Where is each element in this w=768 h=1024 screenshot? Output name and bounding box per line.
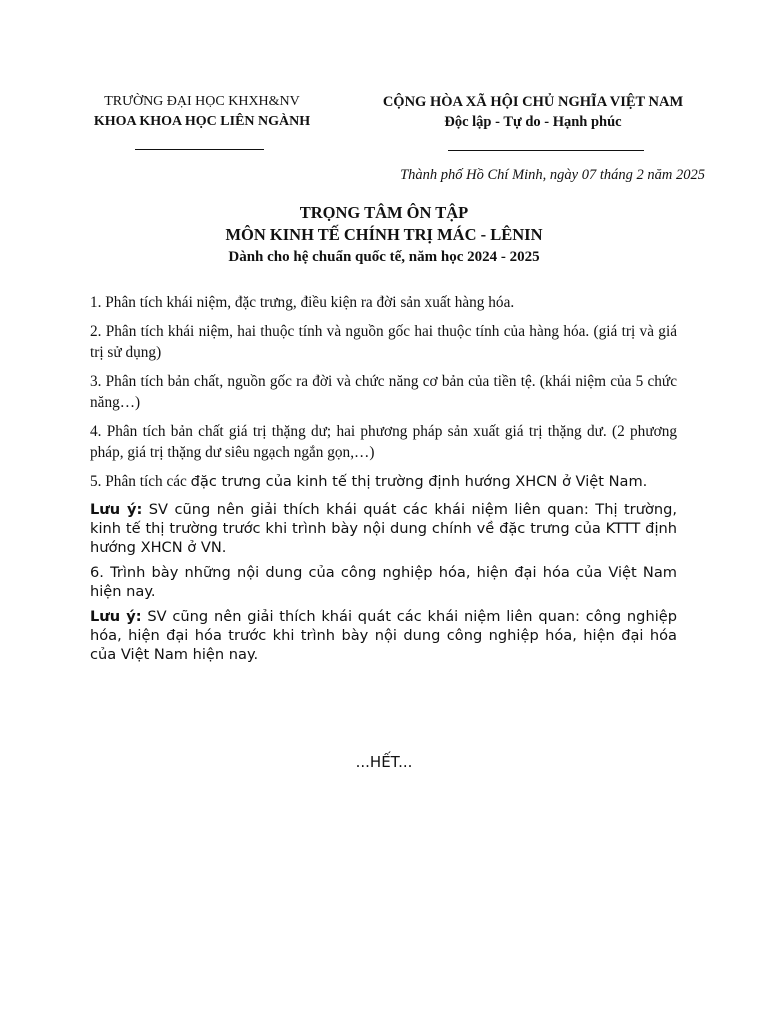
- note-2: [90, 607, 677, 664]
- question-4: 4. Phân tích bản chất giá trị thặng dư; hai phương pháp sản xuất giá trị thặng dư. (2 phương pháp, giá trị thặng dư siêu ngạch ngắn gọn,…): [90, 423, 677, 461]
- question-1: 1. Phân tích khái niệm, đặc trưng, điều kiện ra đời sản xuất hàng hóa.: [90, 294, 515, 311]
- country-name: CỘNG HÒA XÃ HỘI CHỦ NGHĨA VIỆT NAM: [382, 94, 684, 110]
- note-2-text: SV cũng nên giải thích khái quát các khái niệm liên quan: công nghiệp hóa, hiện đại hóa trước khi trình bày nội dung công nghiệp hóa, hiện đại hóa của Việt Nam hiện nay.: [90, 608, 677, 663]
- place-date-line: Thành phố Hồ Chí Minh, ngày 07 tháng 2 năm 2025: [400, 167, 705, 183]
- header-left-underline: [135, 149, 264, 150]
- question-3: 3. Phân tích bản chất, nguồn gốc ra đời và chức năng cơ bản của tiền tệ. (khái niệm của 5 chức năng…): [90, 373, 677, 411]
- faculty-name: KHOA KHOA HỌC LIÊN NGÀNH: [93, 114, 311, 129]
- question-2: 2. Phân tích khái niệm, hai thuộc tính và nguồn gốc hai thuộc tính của hàng hóa. (giá trị và giá trị sử dụng): [90, 323, 677, 361]
- issuing-organization: [78, 92, 326, 132]
- question-5: [90, 471, 677, 492]
- question-6: 6. Trình bày những nội dung của công nghiệp hóa, hiện đại hóa của Việt Nam hiện nay.: [90, 564, 677, 600]
- note-1-text: SV cũng nên giải thích khái quát các khái niệm liên quan: Thị trường, kinh tế thị trường trước khi trình bày nội dung chính về đặc trưng của KTTT định hướng XHCN ở VN.: [90, 501, 677, 556]
- university-name: TRƯỜNG ĐẠI HỌC KHXH&NV: [104, 94, 300, 109]
- note-1: [90, 500, 677, 557]
- motto: Độc lập - Tự do - Hạnh phúc: [444, 114, 622, 130]
- note-1-label: Lưu ý:: [90, 501, 143, 518]
- document-title: [88, 202, 680, 268]
- title-line-2: MÔN KINH TẾ CHÍNH TRỊ MÁC - LÊNIN: [225, 225, 543, 244]
- question-5-rest: đặc trưng của kinh tế thị trường định hướng XHCN ở Việt Nam.: [190, 473, 648, 490]
- review-questions: [90, 292, 677, 670]
- national-motto: [360, 92, 706, 132]
- end-mark: ...HẾT...: [355, 753, 413, 771]
- title-line-1: TRỌNG TÂM ÔN TẬP: [299, 203, 469, 222]
- title-line-3: Dành cho hệ chuẩn quốc tế, năm học 2024 - 2025: [228, 249, 540, 265]
- note-2-label: Lưu ý:: [90, 608, 142, 625]
- question-5-lead: 5. Phân tích các: [90, 473, 191, 490]
- header-right-underline: [448, 150, 644, 151]
